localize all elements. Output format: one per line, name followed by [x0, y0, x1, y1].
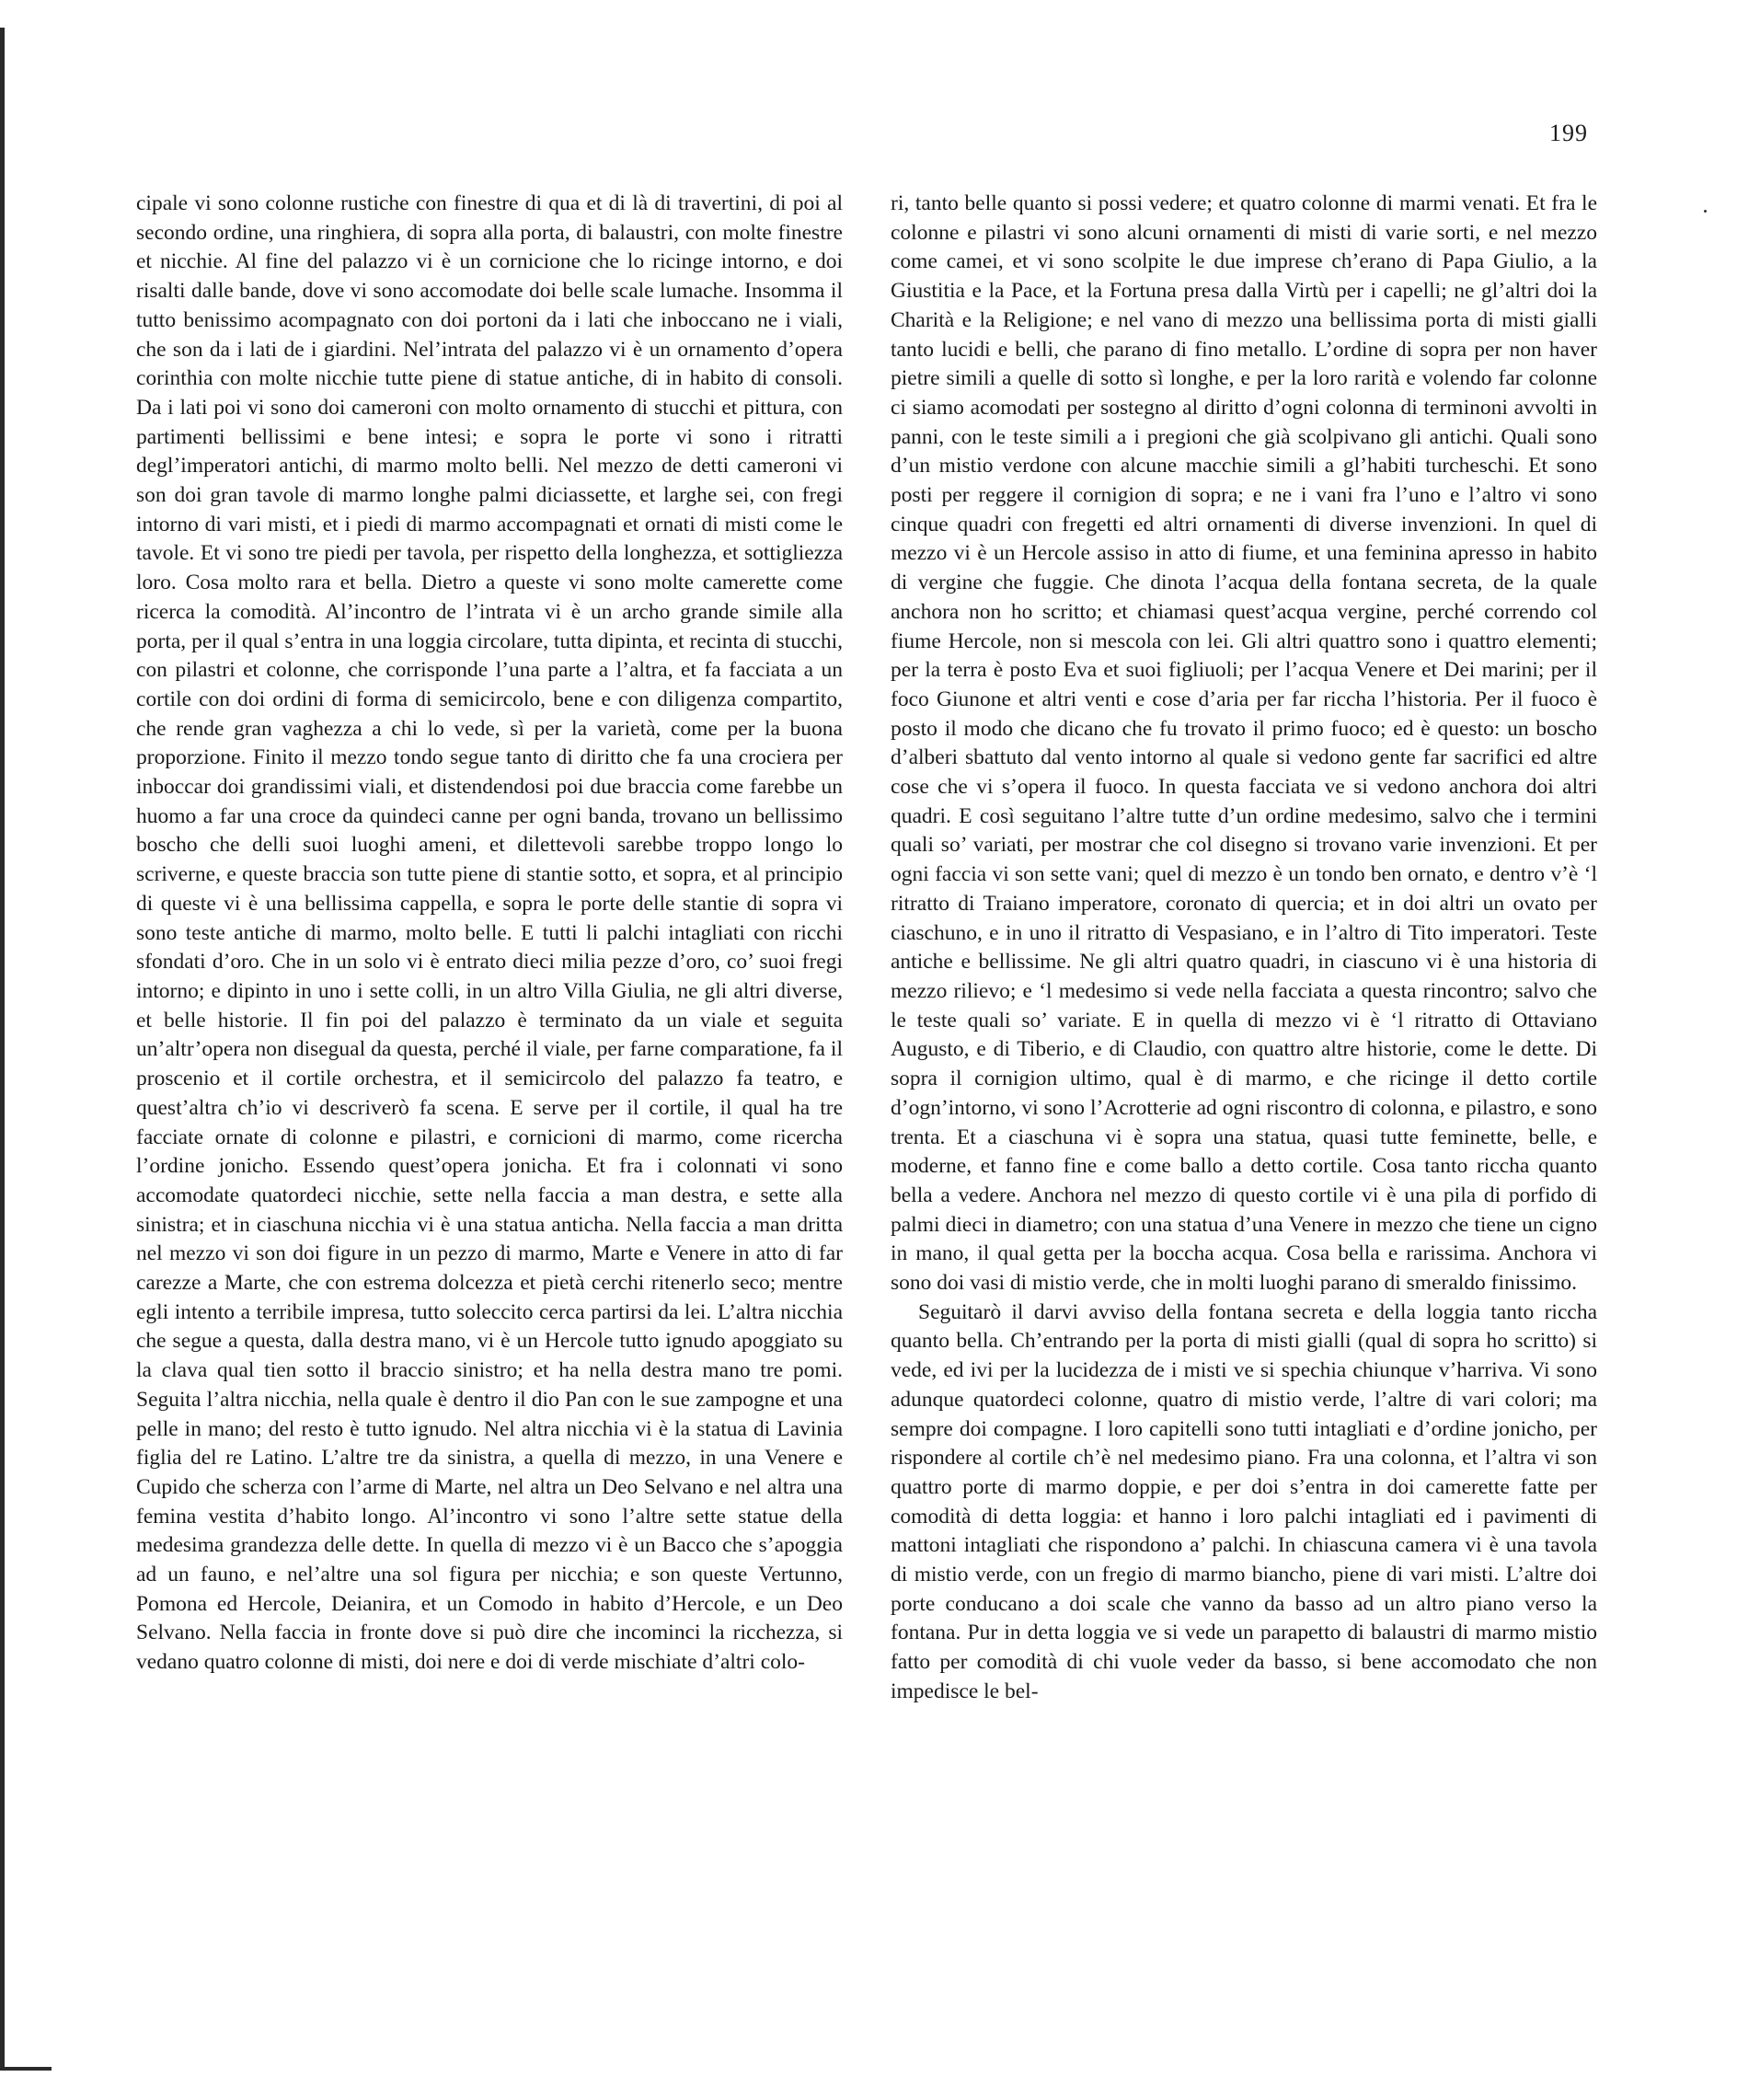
scan-speck: [1704, 210, 1707, 213]
left-text-column: [136, 190, 843, 1678]
page-number: 199: [1549, 120, 1588, 146]
right-paragraph-2: Seguitarò il darvi avviso della fontana secreta e della loggia tanto riccha quanto bella. Ch’entrando per la porta di misti gialli (qual di sopra ho scritto) si vede, ed ivi per la lucidezza de i misti ve si spechia chiunque v’harriva. Vi sono adunque quatordeci colonne, quatro di mistio verde, l’altre di vari colori; ma sempre doi compagne. I loro capitelli sono tutti intagliati e d’ordine jonicho, per rispondere al cortile ch’è nel medesimo piano. Fra una colonna, et l’altra vi son quattro porte di marmo doppie, e per doi s’entra in doi camerette fatte per comodità di detta loggia: et hanno i loro palchi intagliati ed i pavimenti di mattoni intagliati che rispondono a’ palchi. In chiascuna camera vi è una tavola di mistio verde, con un fregio di marmo biancho, piene di vari misti. L’altre doi porte conducano a doi scale che vanno da basso ad un altro piano verso la fontana. Pur in detta loggia ve si vede un parapetto di balaustri di marmo mistio fatto per comodità di chi vuole veder da basso, si bene accomodato che non impedisce le bel-: [891, 1299, 1597, 1703]
page-binding-foot: [0, 2067, 52, 2071]
right-text-column: [891, 190, 1597, 1707]
left-paragraph-1: cipale vi sono colonne rustiche con finestre di qua et di là di travertini, di poi al secondo ordine, una ringhiera, di sopra alla porta, di balaustri, con molte finestre et nicchie. Al fine del palazzo vi è un cornicione che lo ricinge intorno, e doi risalti dalle bande, dove vi sono accomodate doi belle scale lumache. Insomma il tutto benissimo acompagnato con doi portoni da i lati che inboccano ne i viali, che son da i lati de i giardini. Nel’intrata del palazzo vi è un ornamento d’opera corinthia con molte nicchie tutte piene di statue antiche, di in habito di consoli. Da i lati poi vi sono doi cameroni con molto ornamento di stucchi et pittura, con partimenti bellissimi e bene intesi; e sopra le porte vi sono i ritratti degl’imperatori antichi, di marmo molto belli. Nel mezzo de detti cameroni vi son doi gran tavole di marmo longhe palmi diciassette, et larghe sei, con fregi intorno di vari misti, et i piedi di marmo accompagnati et ornati di misti come le tavole. Et vi sono tre piedi per tavola, per rispetto della longhezza, et sottigliezza loro. Cosa molto rara et bella. Dietro a queste vi sono molte camerette come ricerca la comodità. Al’incontro de l’intrata vi è un archo grande simile alla porta, per il qual s’entra in una loggia circolare, tutta dipinta, et recinta di stucchi, con pilastri et colonne, che corrisponde l’una parte a l’altra, et fa facciata a un cortile con doi ordini di forma di semicircolo, bene e con diligenza compartito, che rende gran vaghezza a chi lo vede, sì per la varietà, come per la buona proporzione. Finito il mezzo tondo segue tanto di diritto che fa una crociera per inboccar doi grandissimi viali, et distendendosi poi due braccia come farebbe un huomo a far una croce da quindeci canne per ogni banda, trovano un bellissimo boscho che delli suoi luoghi ameni, et dilettevoli sarebbe troppo longo lo scriverne, e queste braccia son tutte piene di stantie sotto, et sopra, et al principio di queste vi è una bellissima cappella, e sopra le porte delle stantie di sopra vi sono teste antiche di marmo, molto belle. E tutti li palchi intagliati con ricchi sfondati d’oro. Che in un solo vi è entrato dieci milia pezze d’oro, co’ suoi fregi intorno; e dipinto in uno i sette colli, in un altro Villa Giulia, ne gli altri diverse, et belle historie. Il fin poi del palazzo è terminato da un viale et seguita un’altr’opera non disegual da questa, perché il viale, per farne comparatione, fa il proscenio et il cortile orchestra, et il semicircolo del palazzo fa teatro, e quest’altra ch’io vi descriverò fa scena. E serve per il cortile, il qual ha tre facciate ornate di colonne e pilastri, e cornicioni di marmo, come ricercha l’ordine jonicho. Essendo quest’opera jonicha. Et fra i colonnati vi sono accomodate quatordeci nicchie, sette nella faccia a man destra, e sette alla sinistra; et in ciaschuna nicchia vi è una statua anticha. Nella faccia a man dritta nel mezzo vi son doi figure in un pezzo di marmo, Marte e Venere in atto di far carezze a Marte, che con estrema dolcezza et pietà cerchi ritenerlo seco; mentre egli intento a terribile impresa, tutto soleccito cerca partirsi da lei. L’altra nicchia che segue a questa, dalla destra mano, vi è un Hercole tutto ignudo apoggiato su la clava qual tien sotto il braccio sinistro; et ha nella destra mano tre pomi. Seguita l’altra nicchia, nella quale è dentro il dio Pan con le sue zampogne et una pelle in mano; del resto è tutto ignudo. Nel altra nicchia vi è la statua di Lavinia figlia del re Latino. L’altre tre da sinistra, a quella di mezzo, in una Venere e Cupido che scherza con l’arme di Marte, nel altra un Deo Selvano e nel altra una femina vestita d’habito longo. Al’incontro vi sono l’altre sette statue della medesima grandezza delle dette. In quella di mezzo vi è un Bacco che s’apoggia ad un fauno, e nel’altre una sol figura per nicchia; e son queste Vertunno, Pomona ed Hercole, Deianira, et un Comodo in habito d’Hercole, e un Deo Selvano. Nella faccia in fronte dove si può dire che incominci la ricchezza, si vedano quatro colonne di misti, doi nere e doi di verde mischiate d’altri colo-: [136, 191, 843, 1675]
page-binding-edge: [0, 28, 5, 2071]
right-paragraph-1: ri, tanto belle quanto si possi vedere; et quatro colonne di marmi venati. Et fra le colonne e pilastri vi sono alcuni ornamenti di misti di varie sorti, e nel mezzo come camei, et vi sono scolpite le due imprese ch’erano di Papa Giulio, a la Giustitia e la Pace, et la Fortuna presa dalla Virtù per i capelli; ne gl’altri doi la Charità e la Religione; e nel vano di mezzo una bellissima porta di misti gialli tanto lucidi e belli, che parano di fino metallo. L’ordine di sopra per non haver pietre simili a quelle di sotto sì longhe, e per la loro rarità e volendo far colonne ci siamo acomodati per sostegno al diritto d’ogni colonna di terminoni avvolti in panni, con le teste simili a i pregioni che già scolpivano gli antichi. Quali sono d’un mistio verdone con alcune macchie simili a gl’habiti turcheschi. Et sono posti per reggere il cornigion di sopra; e ne i vani fra l’uno e l’altro vi sono cinque quadri con fregetti ed altri ornamenti di diverse invenzioni. In quel di mezzo vi è un Hercole assiso in atto di fiume, et una feminina apresso in habito di vergine che fuggie. Che dinota l’acqua della fontana secreta, de la quale anchora non ho scritto; et chiamasi quest’acqua vergine, perché correndo col fiume Hercole, non si mescola con lei. Gli altri quattro sono i quattro elementi; per la terra è posto Eva et suoi figliuoli; per l’acqua Venere et Dei marini; per il foco Giunone et altri venti e cose d’aria per far riccha l’historia. Per il fuoco è posto il modo che dicano che fu trovato il primo fuoco; ed è questo: un boscho d’alberi sbattuto dal vento intorno al quale si vedono gente far sacrifici ed altre cose che vi s’opera il fuoco. In questa facciata ve si vedono anchora doi altri quadri. E così seguitano l’altre tutte d’un ordine medesimo, salvo che i termini quali so’ variati, per mostrar che col disegno si trovano varie invenzioni. Et per ogni faccia vi son sette vani; quel di mezzo è un tondo ben ornato, e dentro v’è ‘l ritratto di Traiano imperatore, coronato di quercia; et in doi altri un ovato per ciaschuno, e in uno il ritratto di Vespasiano, e in l’altro di Tito imperatori. Teste antiche e bellissime. Ne gli altri quatro quadri, in ciascuno vi è una historia di mezzo rilievo; e ‘l medesimo si vede nella facciata a questa rincontro; salvo che le teste quali so’ variate. E in quella di mezzo vi è ‘l ritratto di Ottaviano Augusto, e di Tiberio, e di Claudio, con quattro altre historie, come le dette. Di sopra il cornigion ultimo, qual è di marmo, e che ricinge il detto cortile d’ogn’intorno, vi sono l’Acrotterie ad ogni riscontro di colonna, e pilastro, e sono trenta. Et a ciaschuna vi è sopra una statua, quasi tutte feminette, belle, e moderne, et fanno fine e come ballo a detto cortile. Cosa tanto riccha quanto bella a vedere. Anchora nel mezzo di questo cortile vi è una pila di porfido di palmi dieci in diametro; con una statua d’una Venere in mezzo che tiene un cigno in mano, il qual getta per la boccha acqua. Cosa bella e rarissima. Anchora vi sono doi vasi di mistio verde, che in molti luoghi parano di smeraldo finissimo.: [891, 191, 1597, 1296]
